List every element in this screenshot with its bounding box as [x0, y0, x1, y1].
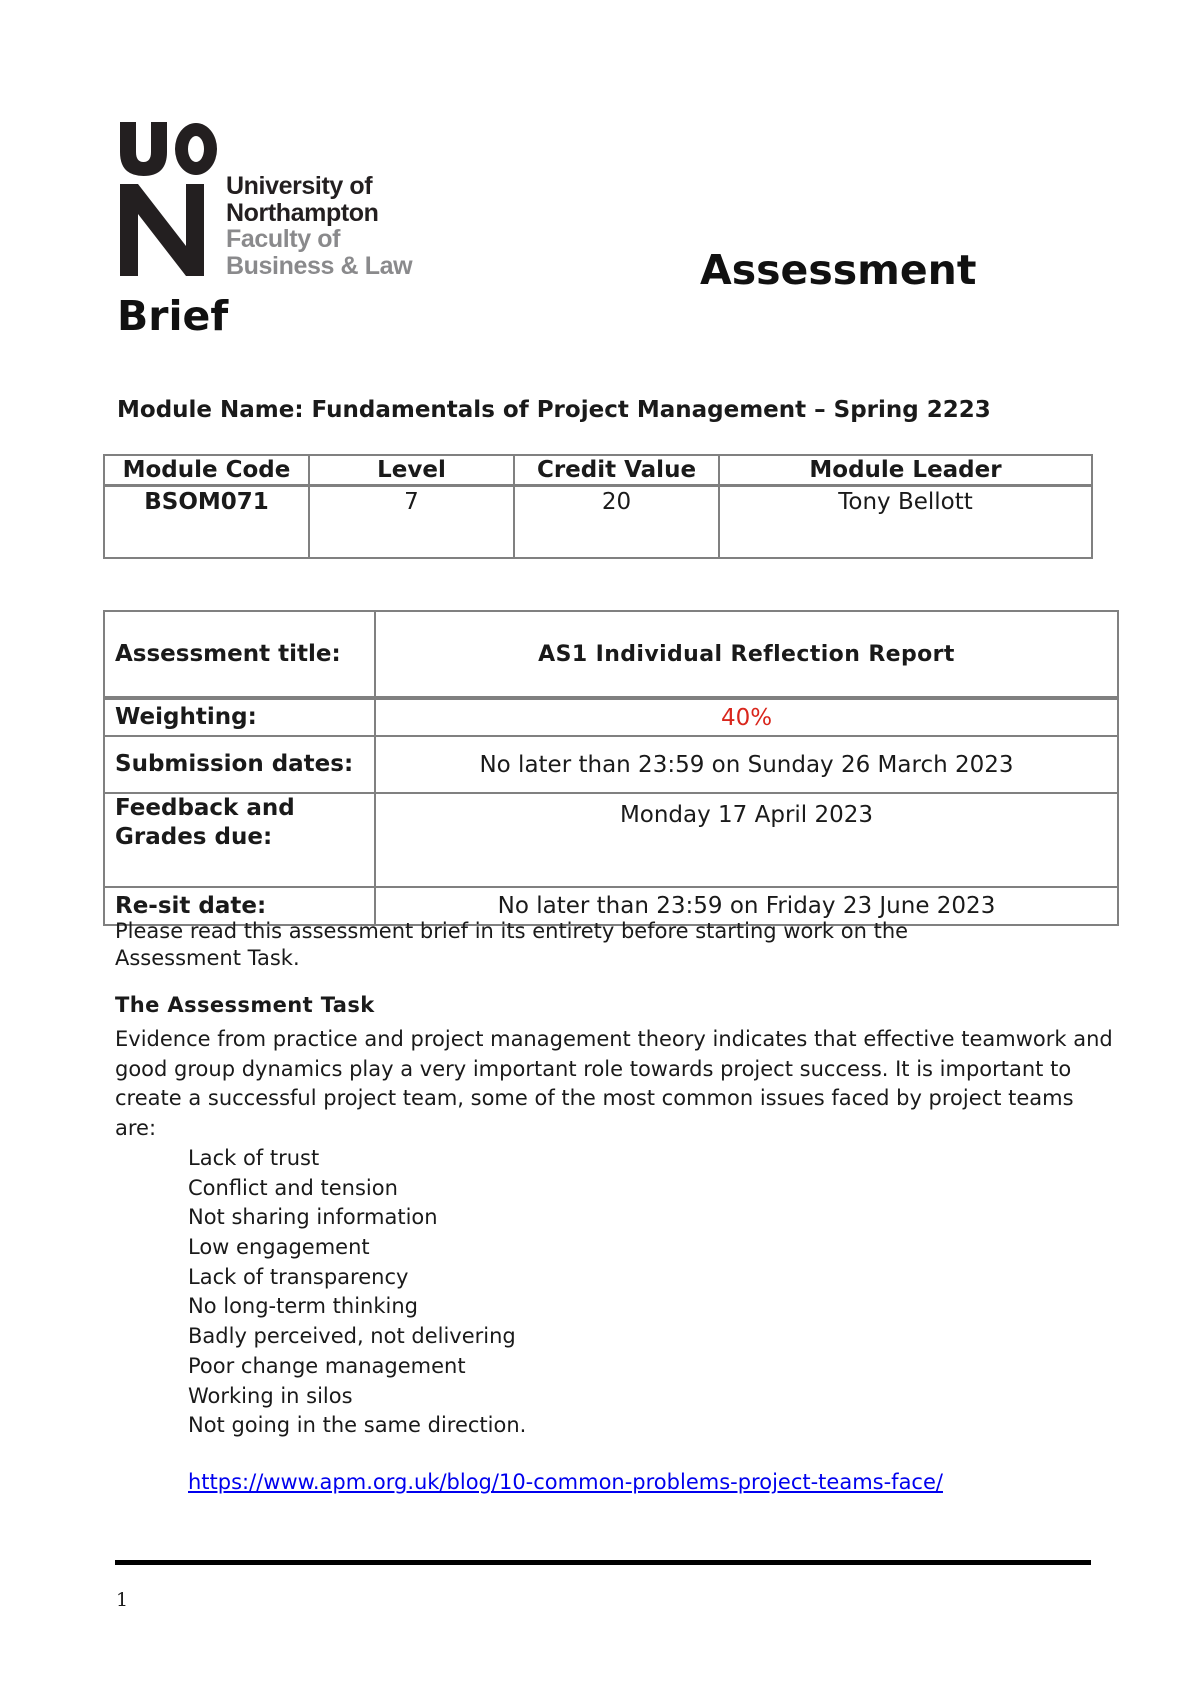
list-item: No long-term thinking [188, 1294, 419, 1319]
module-leader-value: Tony Bellott [719, 486, 1092, 559]
module-info-table [103, 454, 1093, 559]
assessment-title-label: Assessment title: [104, 611, 375, 698]
feedback-label: Feedback and Grades due: [104, 793, 375, 887]
header-level: Level [309, 455, 514, 486]
document-title-brief: Brief [117, 292, 229, 340]
list-item: Poor change management [188, 1353, 466, 1378]
module-code-value: BSOM071 [104, 486, 309, 559]
header-module-leader: Module Leader [719, 455, 1092, 486]
logo-line-northampton: Northampton [226, 198, 379, 227]
common-issues-list [188, 1144, 526, 1441]
list-item: Badly perceived, not delivering [188, 1324, 516, 1349]
list-item: Lack of trust [188, 1146, 320, 1170]
header-credit-value: Credit Value [514, 455, 719, 486]
weighting-row [104, 698, 1118, 736]
apm-blog-link[interactable]: https://www.apm.org.uk/blog/10-common-problems-project-teams-face/ [188, 1470, 943, 1494]
intro-paragraph: Please read this assessment brief in its entirety before starting work on the Assessment Task. [115, 919, 909, 970]
list-item: Working in silos [188, 1383, 353, 1408]
weighting-value: 40% [375, 698, 1118, 736]
list-item: Conflict and tension [188, 1175, 398, 1200]
list-item: Not sharing information [188, 1205, 438, 1230]
list-item: Lack of transparency [188, 1264, 409, 1289]
uon-logo-text [226, 173, 412, 279]
assessment-task-heading: The Assessment Task [115, 993, 375, 1017]
assessment-task-body: Evidence from practice and project management theory indicates that effective teamwork and good group dynamics play a very important role towards project success. It is important to create a successful project team, some of the most common issues faced by project teams are: [115, 1027, 1113, 1141]
module-name-heading: Module Name: Fundamentals of Project Management – Spring 2223 [117, 397, 991, 423]
module-table-value-row [104, 486, 1092, 559]
submission-row [104, 736, 1118, 793]
resit-value: No later than 23:59 on Friday 23 June 2023 [375, 887, 1118, 925]
logo-line-faculty: Faculty of [226, 225, 341, 253]
submission-value: No later than 23:59 on Sunday 26 March 2023 [375, 736, 1118, 793]
feedback-row [104, 793, 1118, 887]
uon-logo-mark [118, 118, 224, 278]
weighting-label: Weighting: [104, 698, 375, 736]
credit-value: 20 [514, 486, 719, 559]
list-item: Not going in the same direction. [188, 1413, 527, 1438]
page-number: 1 [116, 1589, 129, 1611]
footer-divider [115, 1560, 1091, 1565]
header-module-code: Module Code [104, 455, 309, 486]
module-table-header-row [104, 455, 1092, 486]
logo-line-university: University of [226, 172, 373, 200]
assessment-title-row [104, 611, 1118, 698]
submission-label: Submission dates: [104, 736, 375, 793]
assessment-details-table [103, 610, 1119, 926]
assessment-title-value: AS1 Individual Reflection Report [375, 611, 1118, 698]
level-value: 7 [309, 486, 514, 559]
logo-line-business-law: Business & Law [226, 251, 413, 280]
resit-label: Re-sit date: [104, 887, 375, 925]
feedback-value: Monday 17 April 2023 [375, 793, 1118, 887]
list-item: Low engagement [188, 1235, 370, 1260]
document-title-assessment: Assessment [700, 246, 977, 294]
